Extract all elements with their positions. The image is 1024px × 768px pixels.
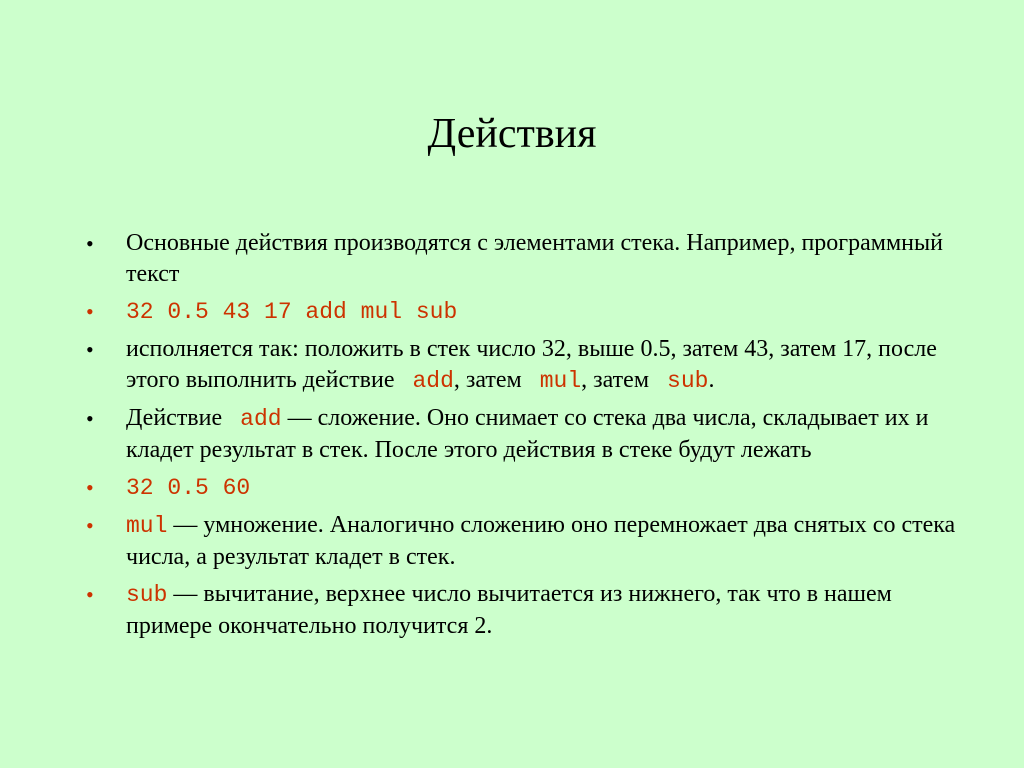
- bullet-dot-icon: •: [86, 513, 94, 538]
- bullet-execution: [86, 334, 966, 397]
- stack-result-code: 32 0.5 60: [126, 475, 251, 501]
- bullet-text: , затем: [581, 367, 650, 393]
- bullet-dot-icon: •: [86, 231, 94, 256]
- code-mul: mul: [126, 513, 168, 539]
- code-add: add: [240, 406, 282, 432]
- bullet-dot-icon: •: [86, 406, 94, 431]
- slide-title: Действия: [427, 111, 597, 157]
- bullet-stack-result: [86, 472, 966, 504]
- bullet-text: , затем: [453, 367, 522, 393]
- bullet-text: — сложение. Оно снимает со стека два числа, складывает их и кладет результат в стек. После этого действия в стеке будут лежать: [126, 405, 929, 463]
- program-code: 32 0.5 43 17 add mul sub: [126, 299, 458, 325]
- bullet-dot-icon: •: [86, 582, 94, 607]
- code-sub: sub: [667, 368, 709, 394]
- bullet-dot-icon: •: [86, 299, 94, 324]
- bullet-add: [86, 403, 966, 466]
- code-sub: sub: [126, 582, 168, 608]
- code-mul: mul: [539, 368, 582, 394]
- bullet-list: [86, 228, 966, 648]
- bullet-program-code: [86, 296, 966, 328]
- bullet-dot-icon: •: [86, 475, 94, 500]
- bullet-text: — вычитание, верхнее число вычитается из нижнего, так что в нашем примере окончательно получится 2.: [126, 581, 892, 639]
- bullet-text: Основные действия производятся с элементами стека. Например, программный текст: [126, 230, 943, 287]
- bullet-text: исполняется так: положить в стек число 32, выше 0.5, затем 43, затем 17, после этого выполнить действие: [126, 336, 937, 393]
- bullet-intro: [86, 228, 966, 290]
- bullet-text: — умножение. Аналогично сложению оно перемножает два снятых со стека числа, а результат кладет в стек.: [126, 512, 956, 570]
- bullet-sub: [86, 579, 966, 642]
- code-add: add: [412, 368, 454, 394]
- bullet-text: Действие: [126, 405, 223, 431]
- bullet-dot-icon: •: [86, 337, 94, 362]
- bullet-text: .: [708, 367, 715, 393]
- bullet-mul: [86, 510, 966, 573]
